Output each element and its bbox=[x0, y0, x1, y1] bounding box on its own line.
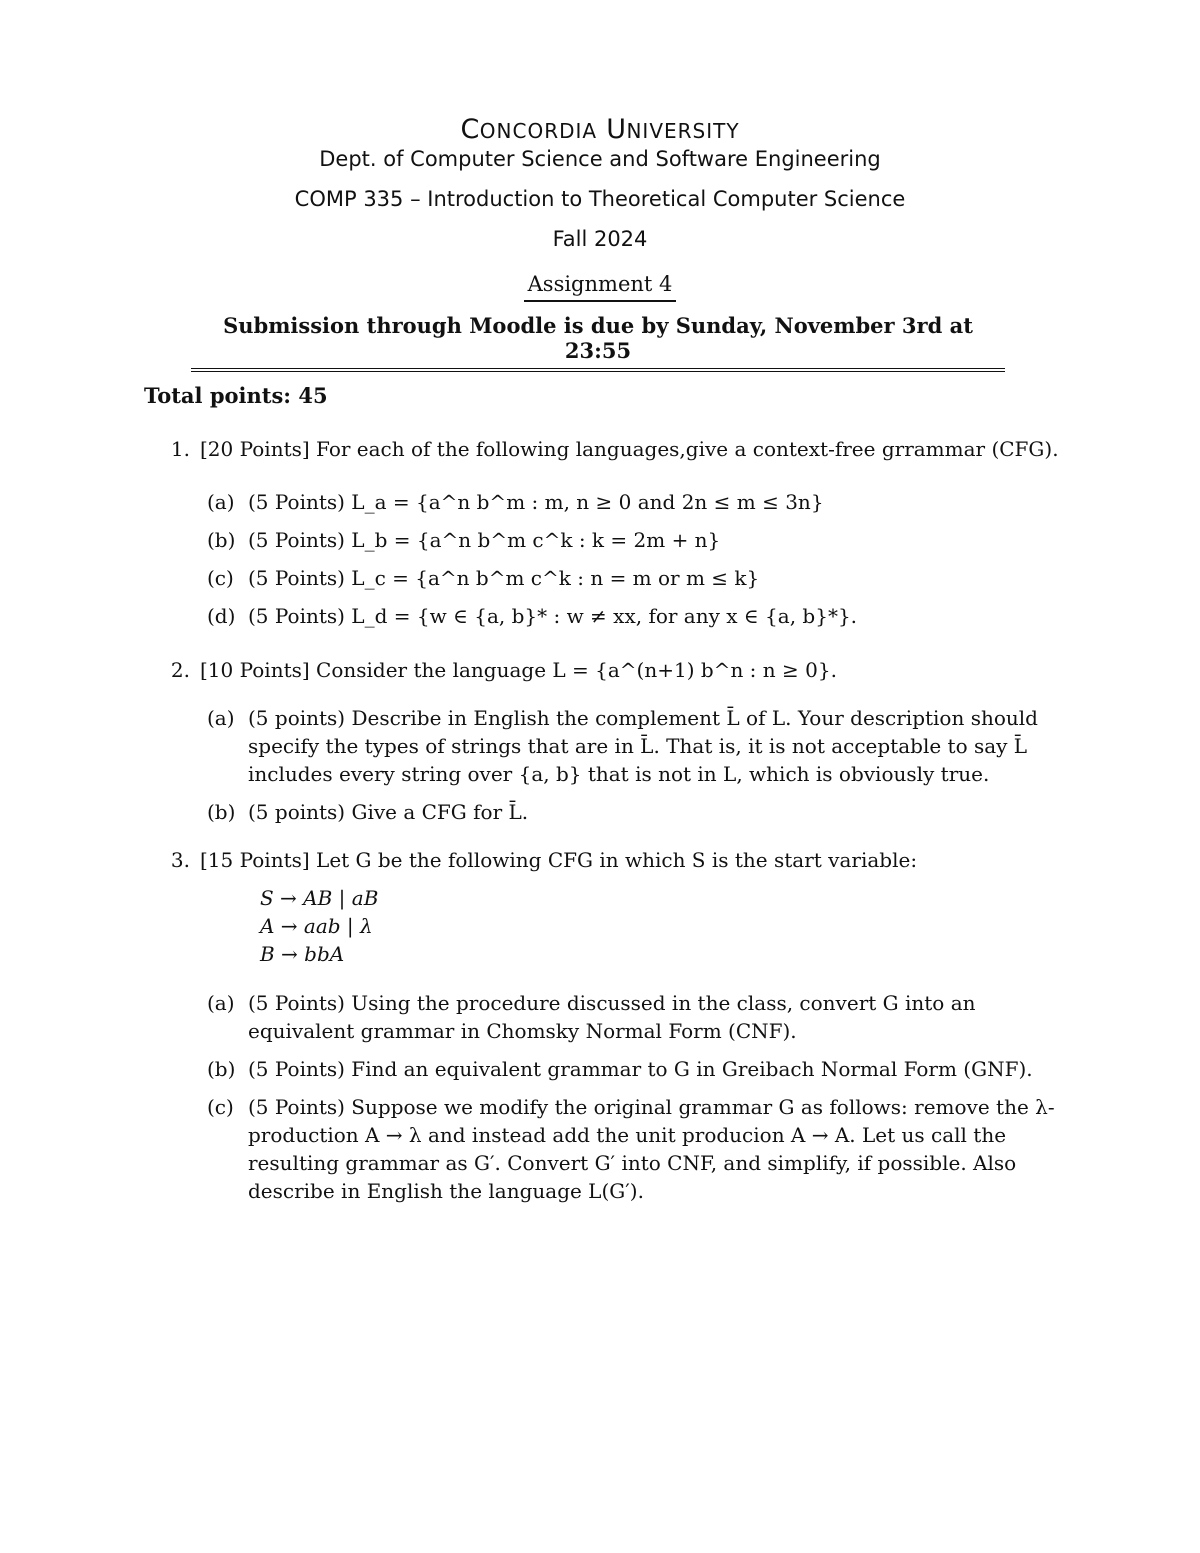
part-text: (5 points) Describe in English the complement L̄ of L. Your description should specify the types of strings that are in L̄. That is, it is not acceptable to say L̄ includes every string over {a, b} that is not in L, which is obviously true. bbox=[248, 706, 1038, 786]
due-date-line: Submission through Moodle is due by Sunday, November 3rd at 23:55 bbox=[191, 313, 1005, 372]
part-label: (a) bbox=[207, 706, 235, 730]
question-number: 3. bbox=[170, 848, 190, 872]
grammar-production: A → aab | λ bbox=[260, 914, 373, 938]
university-name: CONCORDIA UNIVERSITY bbox=[460, 114, 740, 145]
question-text: [10 Points] Consider the language L = {a^(n+1) b^n : n ≥ 0}. bbox=[200, 658, 837, 682]
question-number: 2. bbox=[170, 658, 190, 682]
grammar-production: B → bbA bbox=[260, 942, 345, 966]
part-label: (a) bbox=[207, 991, 235, 1015]
part-label: (b) bbox=[207, 528, 236, 552]
term: Fall 2024 bbox=[552, 227, 648, 251]
part-text: (5 Points) Suppose we modify the original grammar G as follows: remove the λ-production A → λ and instead add the unit producion A → A. Let us call the resulting grammar as G′. Convert G′ into CNF, and simplify, if possible. Also describe in English the language L(G′). bbox=[248, 1095, 1055, 1203]
part-label: (b) bbox=[207, 800, 236, 824]
part-label: (b) bbox=[207, 1057, 236, 1081]
total-points: Total points: 45 bbox=[144, 383, 328, 408]
part-text: (5 Points) Using the procedure discussed in the class, convert G into an equivalent grammar in Chomsky Normal Form (CNF). bbox=[248, 991, 976, 1043]
assignment-title: Assignment 4 bbox=[0, 272, 1200, 302]
grammar-production: S → AB | aB bbox=[260, 886, 379, 910]
question-number: 1. bbox=[170, 437, 190, 461]
part-text: (5 Points) Find an equivalent grammar to G in Greibach Normal Form (GNF). bbox=[248, 1057, 1033, 1081]
part-text: (5 Points) L_d = {w ∈ {a, b}* : w ≠ xx, for any x ∈ {a, b}*}. bbox=[248, 604, 858, 628]
part-label: (c) bbox=[207, 1095, 234, 1119]
department: Dept. of Computer Science and Software Engineering bbox=[319, 147, 881, 171]
part-text: (5 Points) L_c = {a^n b^m c^k : n = m or m ≤ k} bbox=[248, 566, 760, 590]
question-text: [15 Points] Let G be the following CFG in which S is the start variable: bbox=[200, 848, 918, 872]
part-label: (c) bbox=[207, 566, 234, 590]
part-label: (d) bbox=[207, 604, 236, 628]
part-text: (5 Points) L_b = {a^n b^m c^k : k = 2m + n} bbox=[248, 528, 721, 552]
part-label: (a) bbox=[207, 490, 235, 514]
part-text: (5 points) Give a CFG for L̄. bbox=[248, 800, 529, 824]
course-title: COMP 335 – Introduction to Theoretical Computer Science bbox=[294, 187, 906, 211]
question-text: [20 Points] For each of the following languages,give a context-free grrammar (CFG). bbox=[200, 437, 1059, 461]
part-text: (5 Points) L_a = {a^n b^m : m, n ≥ 0 and 2n ≤ m ≤ 3n} bbox=[248, 490, 824, 514]
